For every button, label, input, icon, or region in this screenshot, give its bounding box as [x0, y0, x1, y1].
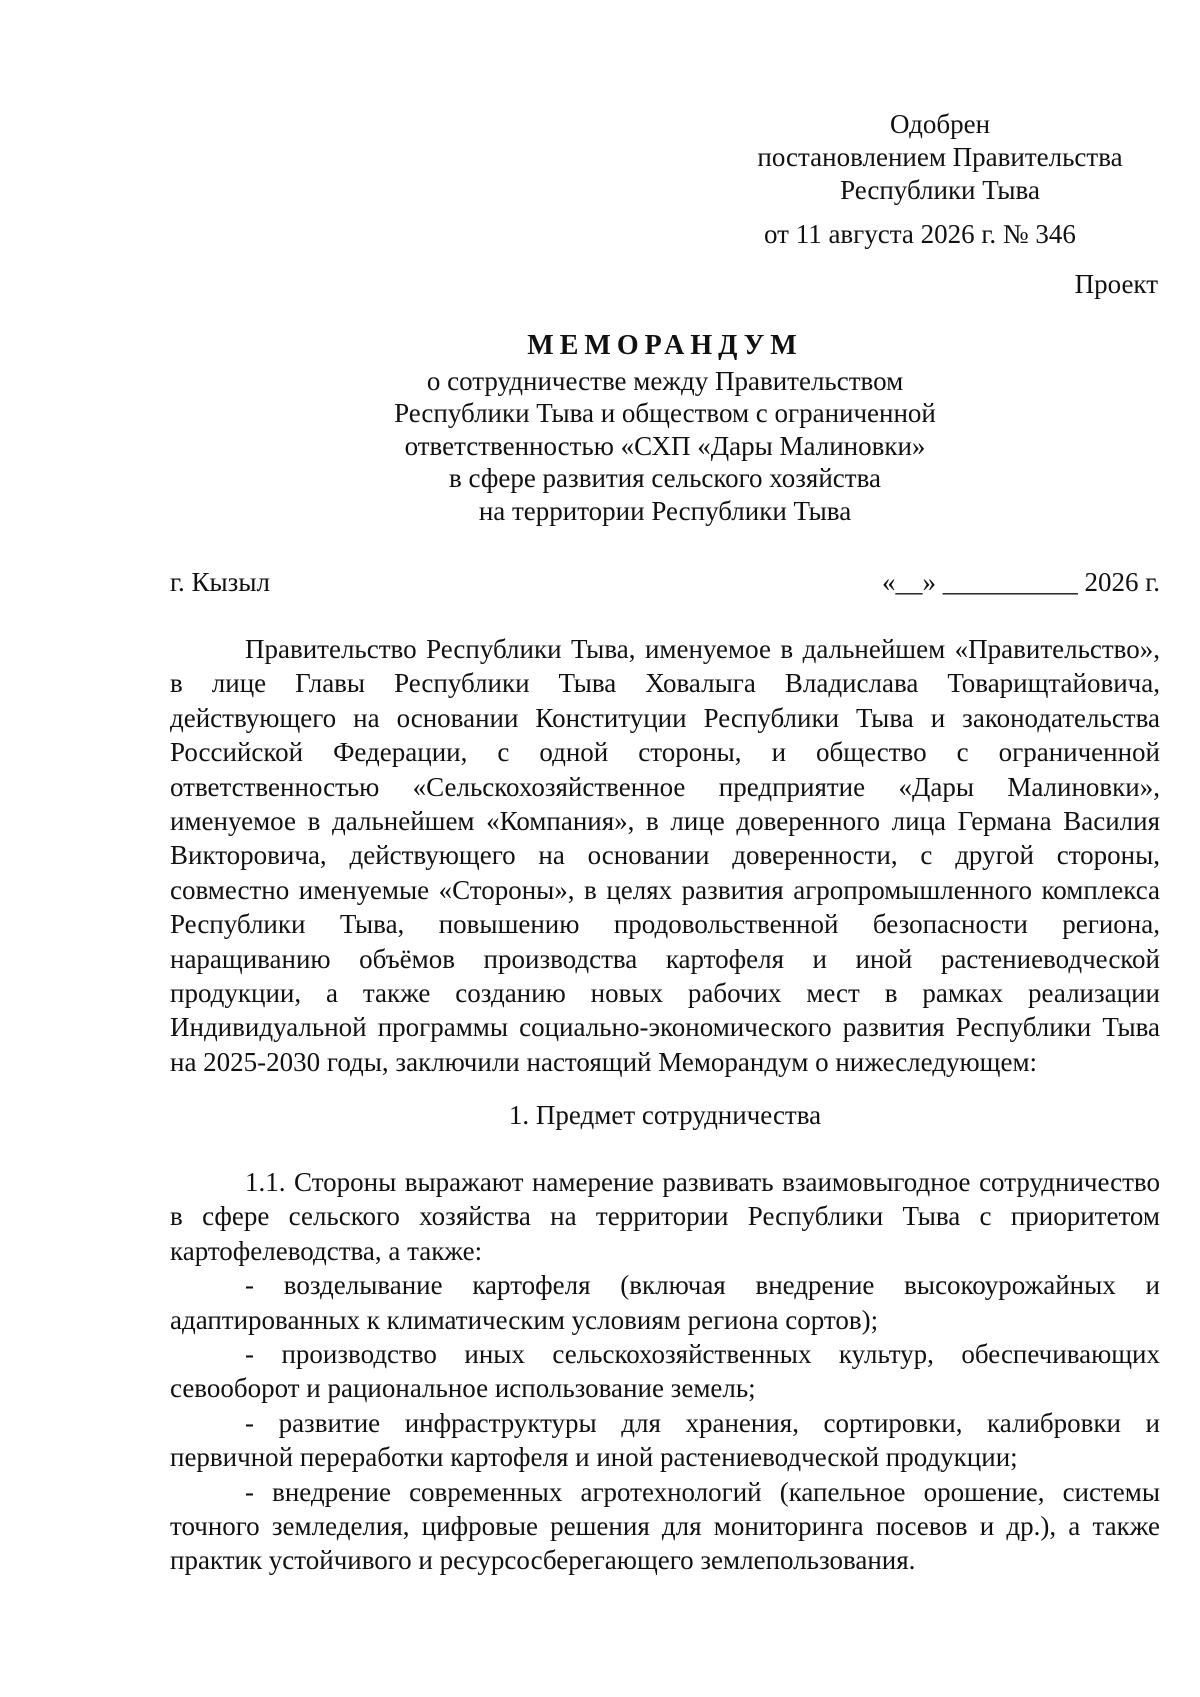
draft-label: Проект [1074, 269, 1158, 299]
signing-date: «__» __________ 2026 г. [881, 567, 1160, 597]
section-1-clauses [170, 1165, 1160, 1578]
approval-line-republic: Республики Тыва [840, 175, 1040, 205]
clause-1-1: 1.1. Стороны выражают намерение развивать взаимовыгодное сотрудничество в сфере сельского хозяйства на территории Республики Тыва с приоритетом картофелеводства, а также: [170, 1167, 1160, 1266]
signing-place: г. Кызыл [170, 567, 270, 597]
approval-stamp [720, 108, 1160, 251]
approval-decree-date-number: от 11 августа 2026 г. № 346 [764, 219, 1076, 249]
approval-line-decree-by: постановлением Правительства [757, 142, 1123, 172]
document-title [170, 330, 1160, 527]
title-line: Республики Тыва и обществом с ограниченной [394, 398, 936, 428]
clause-list-item: - возделывание картофеля (включая внедрение высокоурожайных и адаптированных к климатическим условиям региона сортов); [170, 1270, 1160, 1335]
title-line: в сфере развития сельского хозяйства [449, 463, 881, 493]
section-heading-subject: 1. Предмет сотрудничества [508, 1100, 822, 1130]
preamble [170, 632, 1160, 1079]
title-memorandum: МЕМОРАНДУМ [527, 330, 803, 361]
clause-list-item: - производство иных сельскохозяйственных культур, обеспечивающих севооборот и рациональное использование земель; [170, 1339, 1160, 1404]
preamble-paragraph: Правительство Республики Тыва, именуемое в дальнейшем «Правительство», в лице Главы Республики Тыва Ховалыга Владислава Товарищтайовича, действующего на основании Конституции Республики Тыва и законодательства Российской Федерации, с одной стороны, и общество с ограниченной ответственностью «Сельскохозяйственное предприятие «Дары Малиновки», именуемое в дальнейшем «Компания», в лице доверенного лица Германа Василия Викторовича, действующего на основании доверенности, с другой стороны, совместно именуемые «Стороны», в целях развития агропромышленного комплекса Республики Тыва, повышению продовольственной безопасности региона, наращиванию объёмов производства картофеля и иной растениеводческой продукции, а также созданию новых рабочих мест в рамках реализации Индивидуальной программы социально-экономического развития Республики Тыва на 2025-2030 годы, заключили настоящий Меморандум о нижеследующем: [170, 634, 1160, 1077]
title-line: о сотрудничестве между Правительством [426, 365, 904, 396]
title-line: на территории Республики Тыва [478, 495, 852, 526]
approval-line-approved: Одобрен [889, 109, 991, 139]
clause-list-item: - внедрение современных агротехнологий (капельное орошение, системы точного земледелия, цифровые решения для мониторинга посевов и др.), а также практик устойчивого и ресурсосберегающего землепользования. [170, 1476, 1160, 1576]
clause-list-item: - развитие инфраструктуры для хранения, сортировки, калибровки и первичной переработки картофеля и иной растениеводческой продукции; [170, 1407, 1160, 1473]
title-line: ответственностью «СХП «Дары Малиновки» [404, 430, 926, 461]
